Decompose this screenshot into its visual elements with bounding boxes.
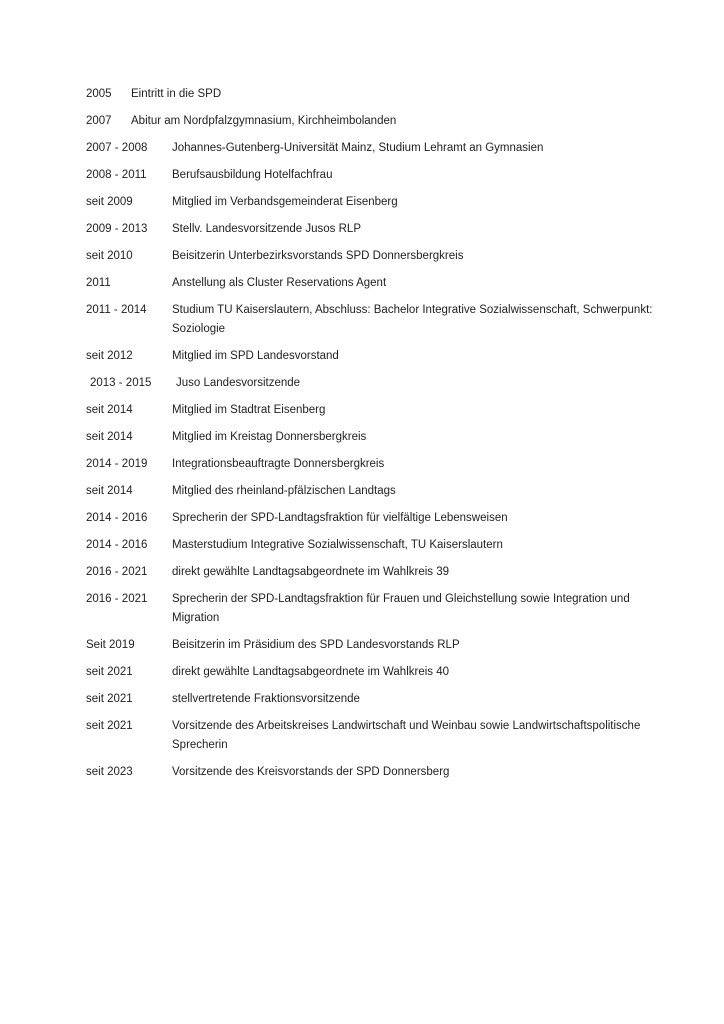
timeline-entry	[86, 663, 684, 682]
timeline-entry	[86, 455, 684, 474]
timeline-period: seit 2012	[86, 350, 133, 362]
timeline-period: 2011	[86, 277, 111, 289]
timeline-entry	[86, 590, 684, 628]
timeline-entry	[86, 112, 684, 131]
timeline-entry	[86, 139, 684, 158]
timeline-description: Stellv. Landesvorsitzende Jusos RLP	[172, 223, 361, 235]
timeline-period: seit 2009	[86, 196, 133, 208]
timeline-period: 2007 - 2008	[86, 142, 148, 154]
cv-timeline	[86, 85, 684, 790]
timeline-entry	[86, 274, 684, 293]
timeline-entry	[86, 220, 684, 239]
timeline-entry	[86, 563, 684, 582]
timeline-description: Masterstudium Integrative Sozialwissenschaft, TU Kaiserslautern	[172, 539, 503, 551]
timeline-period: seit 2023	[86, 766, 133, 778]
timeline-period: seit 2021	[86, 666, 133, 678]
timeline-period: Seit 2019	[86, 639, 135, 651]
timeline-description: stellvertretende Fraktionsvorsitzende	[172, 693, 360, 705]
timeline-period: 2008 - 2011	[86, 169, 147, 181]
timeline-entry	[86, 85, 684, 104]
timeline-entry	[86, 428, 684, 447]
timeline-period: seit 2014	[86, 431, 133, 443]
timeline-period: 2014 - 2019	[86, 458, 148, 470]
timeline-entry	[86, 690, 684, 709]
timeline-description: Integrationsbeauftragte Donnersbergkreis	[172, 458, 385, 470]
timeline-period: 2014 - 2016	[86, 539, 148, 551]
timeline-description: Mitglied im SPD Landesvorstand	[172, 350, 339, 362]
timeline-description: Sprecherin der SPD-Landtagsfraktion für vielfältige Lebensweisen	[172, 512, 508, 524]
timeline-period: 2014 - 2016	[86, 512, 148, 524]
timeline-entry	[86, 482, 684, 501]
timeline-period: 2016 - 2021	[86, 566, 148, 578]
timeline-period: seit 2010	[86, 250, 133, 262]
timeline-description: Berufsausbildung Hotelfachfrau	[172, 169, 333, 181]
timeline-period: seit 2021	[86, 720, 133, 732]
timeline-description: Mitglied im Verbandsgemeinderat Eisenberg	[172, 196, 398, 208]
timeline-entry	[86, 509, 684, 528]
timeline-entry	[86, 536, 684, 555]
timeline-description: Vorsitzende des Kreisvorstands der SPD Donnersberg	[172, 766, 450, 778]
timeline-description: Studium TU Kaiserslautern, Abschluss: Bachelor Integrative Sozialwissenschaft, Schwerpunkt: Soziologie	[172, 304, 653, 335]
timeline-period: 2005	[86, 88, 112, 100]
timeline-description: Sprecherin der SPD-Landtagsfraktion für Frauen und Gleichstellung sowie Integration und Migration	[172, 593, 630, 624]
timeline-entry	[86, 374, 684, 393]
timeline-entry	[86, 301, 684, 339]
timeline-period: seit 2014	[86, 404, 133, 416]
timeline-description: Mitglied im Kreistag Donnersbergkreis	[172, 431, 367, 443]
timeline-entry	[86, 166, 684, 185]
timeline-description: Mitglied im Stadtrat Eisenberg	[172, 404, 326, 416]
timeline-period: seit 2014	[86, 485, 133, 497]
timeline-description: Beisitzerin Unterbezirksvorstands SPD Donnersbergkreis	[172, 250, 464, 262]
timeline-description: Juso Landesvorsitzende	[176, 377, 301, 389]
timeline-description: direkt gewählte Landtagsabgeordnete im Wahlkreis 40	[172, 666, 450, 678]
timeline-description: Anstellung als Cluster Reservations Agent	[172, 277, 387, 289]
timeline-entry	[86, 193, 684, 212]
timeline-description: Mitglied des rheinland-pfälzischen Landtags	[172, 485, 396, 497]
timeline-period: 2013 - 2015	[90, 377, 152, 389]
timeline-period: 2009 - 2013	[86, 223, 148, 235]
timeline-entry	[86, 401, 684, 420]
timeline-entry	[86, 247, 684, 266]
timeline-entry	[86, 636, 684, 655]
timeline-entry	[86, 717, 684, 755]
timeline-description: Abitur am Nordpfalzgymnasium, Kirchheimbolanden	[131, 115, 397, 127]
timeline-description: Vorsitzende des Arbeitskreises Landwirtschaft und Weinbau sowie Landwirtschaftspolitische Sprecherin	[172, 720, 641, 751]
timeline-description: direkt gewählte Landtagsabgeordnete im Wahlkreis 39	[172, 566, 450, 578]
timeline-entry	[86, 763, 684, 782]
timeline-description: Eintritt in die SPD	[131, 88, 222, 100]
timeline-description: Johannes-Gutenberg-Universität Mainz, Studium Lehramt an Gymnasien	[172, 142, 544, 154]
timeline-entry	[86, 347, 684, 366]
timeline-period: 2016 - 2021	[86, 593, 148, 605]
timeline-period: 2007	[86, 115, 112, 127]
timeline-period: seit 2021	[86, 693, 133, 705]
timeline-description: Beisitzerin im Präsidium des SPD Landesvorstands RLP	[172, 639, 460, 651]
timeline-period: 2011 - 2014	[86, 304, 147, 316]
